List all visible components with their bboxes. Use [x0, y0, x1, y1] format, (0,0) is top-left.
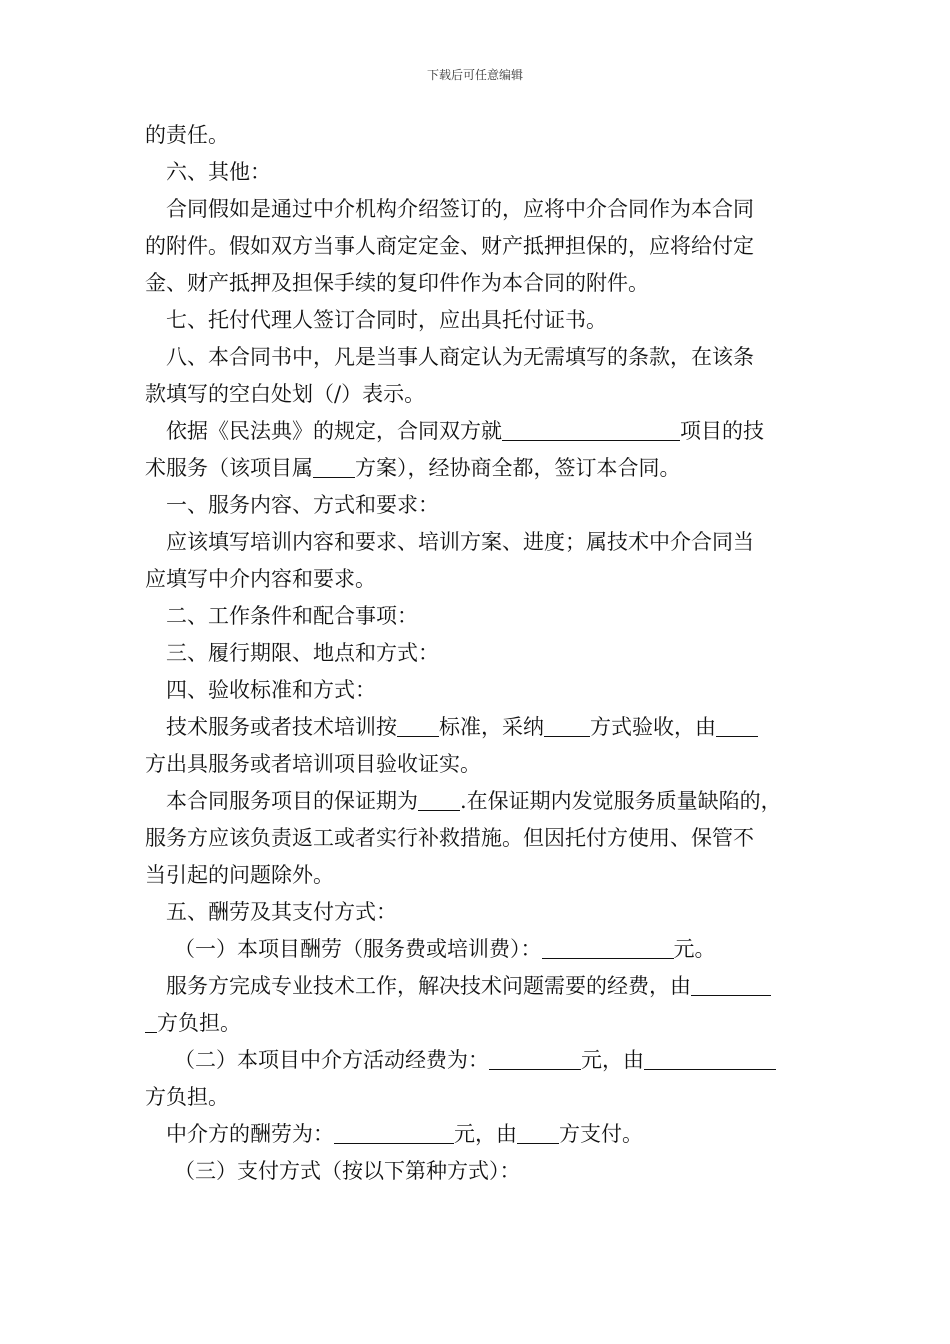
- blank-field[interactable]: [145, 1010, 157, 1033]
- text-line: （三）支付方式（按以下第种方式）：: [174, 1159, 521, 1183]
- text-segment: 项目的技: [680, 419, 764, 443]
- blank-field[interactable]: [502, 418, 680, 441]
- text-segment: 元，由: [454, 1122, 517, 1146]
- text-line: [145, 1005, 810, 1042]
- blank-field[interactable]: [544, 714, 590, 737]
- text-line: [145, 1042, 810, 1079]
- section-heading: 五、酬劳及其支付方式：: [166, 900, 397, 924]
- blank-field[interactable]: [691, 973, 771, 996]
- text-line: 当引起的问题除外。: [145, 863, 334, 887]
- text-line: 方出具服务或者培训项目验收证实。: [145, 752, 481, 776]
- text-segment: 依据《民法典》的规定，合同双方就: [166, 419, 502, 443]
- section-heading: 三、履行期限、地点和方式：: [166, 641, 439, 665]
- text-segment: 术服务（该项目属: [145, 456, 313, 480]
- text-line: 应该填写培训内容和要求、培训方案、进度；属技术中介合同当: [166, 530, 754, 554]
- blank-field[interactable]: [644, 1047, 776, 1070]
- text-line: [145, 1116, 810, 1153]
- text-segment: 中介方的酬劳为：: [166, 1122, 334, 1146]
- section-heading: 四、验收标准和方式：: [166, 678, 376, 702]
- blank-field[interactable]: [716, 714, 758, 737]
- section-heading: 二、工作条件和配合事项：: [166, 604, 418, 628]
- text-line: [145, 450, 810, 487]
- text-segment: 方支付。: [559, 1122, 643, 1146]
- text-line: 金、财产抵押及担保手续的复印件作为本合同的附件。: [145, 271, 649, 295]
- text-segment: 方案），经协商全都，签订本合同。: [355, 456, 681, 480]
- text-line: 方负担。: [145, 1085, 229, 1109]
- text-segment: 元。: [673, 937, 716, 961]
- text-segment: （二）本项目中介方活动经费为：: [174, 1048, 489, 1072]
- blank-field[interactable]: [313, 455, 355, 478]
- text-line: [145, 783, 810, 820]
- blank-field[interactable]: [542, 936, 674, 959]
- page-header: 下载后可任意编辑: [426, 68, 523, 82]
- text-segment: 方负担。: [157, 1011, 241, 1035]
- text-segment: 元，由: [581, 1048, 644, 1072]
- text-segment: 服务方完成专业技术工作，解决技术问题需要的经费，由: [166, 974, 691, 998]
- text-segment: 标准，采纳: [439, 715, 544, 739]
- text-segment: 方式验收，由: [590, 715, 716, 739]
- text-segment: .在保证期内发觉服务质量缺陷的，: [460, 789, 782, 813]
- text-line: [145, 931, 810, 968]
- section-heading: 六、其他：: [166, 160, 271, 184]
- contract-body: [145, 117, 810, 1190]
- section-heading: 七、托付代理人签订合同时，应出具托付证书。: [166, 308, 607, 332]
- text-line: 的附件。假如双方当事人商定定金、财产抵押担保的，应将给付定: [145, 234, 754, 258]
- blank-field[interactable]: [334, 1121, 454, 1144]
- text-line: [145, 709, 810, 746]
- blank-field[interactable]: [397, 714, 439, 737]
- text-line: 的责任。: [145, 123, 229, 147]
- text-line: [145, 413, 810, 450]
- text-line: 应填写中介内容和要求。: [145, 567, 376, 591]
- blank-field[interactable]: [418, 788, 460, 811]
- text-line: 服务方应该负责返工或者实行补救措施。但因托付方使用、保管不: [145, 826, 754, 850]
- blank-field[interactable]: [489, 1047, 581, 1070]
- section-heading: 一、服务内容、方式和要求：: [166, 493, 439, 517]
- text-segment: 本合同服务项目的保证期为: [166, 789, 418, 813]
- text-line: 款填写的空白处划（/）表示。: [145, 382, 426, 406]
- text-segment: （一）本项目酬劳（服务费或培训费）：: [174, 937, 542, 961]
- text-line: [145, 968, 810, 1005]
- text-line: 合同假如是通过中介机构介绍签订的，应将中介合同作为本合同: [166, 197, 754, 221]
- blank-field[interactable]: [517, 1121, 559, 1144]
- text-segment: 技术服务或者技术培训按: [166, 715, 397, 739]
- section-heading: 八、本合同书中，凡是当事人商定认为无需填写的条款，在该条: [166, 345, 754, 369]
